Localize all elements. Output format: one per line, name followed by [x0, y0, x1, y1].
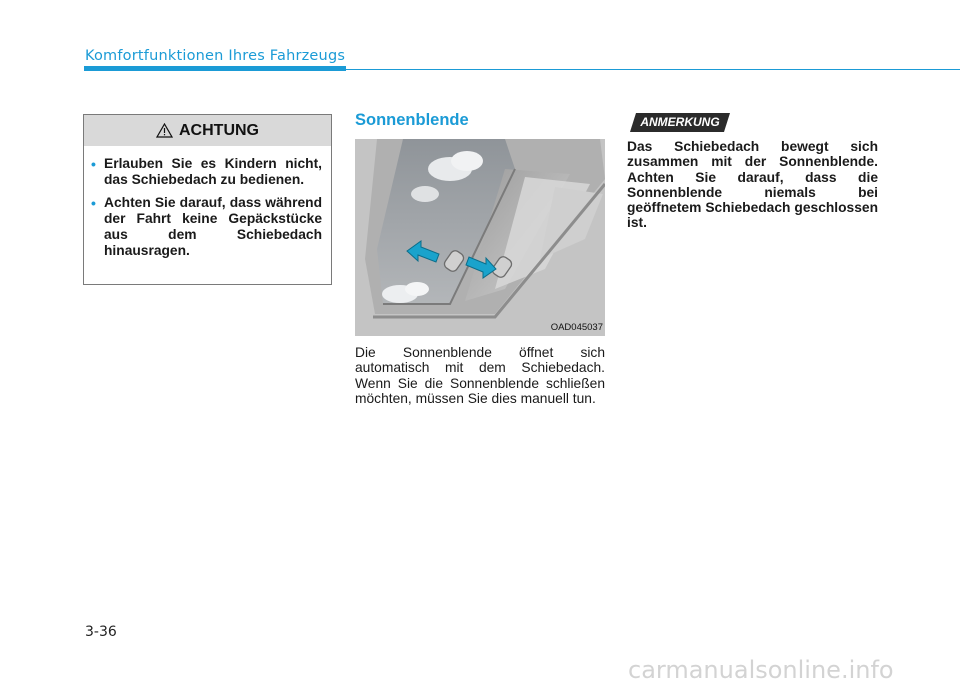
bullet-icon: • — [91, 156, 96, 172]
section-body: Die Sonnenblende öffnet sich automatisch mit dem Schiebedach. Wenn Sie die Sonnenblende schließen möchten, müssen Sie dies manuell tun. — [355, 345, 605, 406]
note-text: Das Schiebedach bewegt sich zusammen mit der Sonnenblende. Achten Sie darauf, dass die Sonnenblende niemals bei geöffnetem Schiebedach geschlossen ist. — [627, 139, 878, 231]
sunroof-illustration — [355, 139, 605, 336]
caution-list — [84, 146, 331, 259]
figure-caption: OAD045037 — [550, 322, 603, 333]
caution-item: • Achten Sie darauf, dass während der Fahrt keine Gepäckstücke aus dem Schiebedach hinausragen. — [91, 195, 322, 258]
caution-box — [83, 114, 332, 285]
caution-heading: ACHTUNG — [179, 121, 259, 139]
warning-triangle-icon — [156, 123, 173, 138]
note-label: ANMERKUNG — [640, 115, 720, 129]
watermark: carmanualsonline.info — [628, 656, 894, 684]
header-rule-thick — [84, 66, 346, 71]
section-title: Sonnenblende — [355, 111, 469, 129]
caution-header — [84, 115, 331, 146]
sunroof-image — [355, 139, 605, 336]
page-number: 3-36 — [85, 624, 117, 640]
bullet-icon: • — [91, 195, 96, 211]
chapter-title: Komfortfunktionen Ihres Fahrzeugs — [85, 48, 346, 64]
caution-item: • Erlauben Sie es Kindern nicht, das Schiebedach zu bedienen. — [91, 156, 322, 187]
header-rule-thin — [346, 69, 960, 71]
